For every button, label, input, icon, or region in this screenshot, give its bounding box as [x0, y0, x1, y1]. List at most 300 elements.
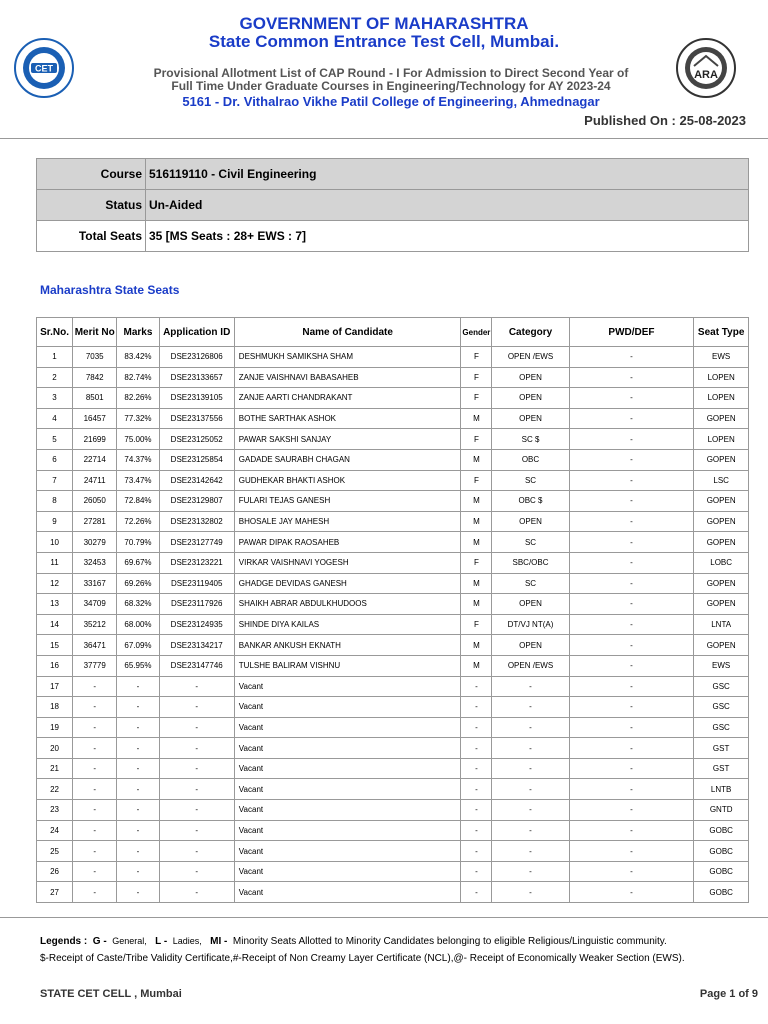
cell-merit-no: -: [73, 717, 117, 738]
cell-merit-no: 7842: [73, 367, 117, 388]
cell-application-id: DSE23129807: [159, 491, 234, 512]
cell-merit-no: 33167: [73, 573, 117, 594]
cell-marks: 74.37%: [117, 449, 159, 470]
cell-category: OPEN: [492, 511, 569, 532]
table-row: [37, 841, 749, 862]
cell-pwd-def: -: [569, 408, 694, 429]
table-row: [37, 882, 749, 903]
table-header-row: [37, 318, 749, 347]
cell-pwd-def: -: [569, 594, 694, 615]
cell-pwd-def: -: [569, 676, 694, 697]
cell-pwd-def: -: [569, 449, 694, 470]
cell-pwd-def: -: [569, 347, 694, 368]
total-seats-value: 35 [MS Seats : 28+ EWS : 7]: [146, 221, 749, 252]
legend-label: Legends :: [40, 936, 88, 947]
table-row: [37, 573, 749, 594]
cell-candidate-name: GUDHEKAR BHAKTI ASHOK: [234, 470, 461, 491]
cell-sr-no: 19: [37, 717, 73, 738]
cell-marks: 65.95%: [117, 655, 159, 676]
cell-merit-no: -: [73, 779, 117, 800]
cell-sr-no: 14: [37, 614, 73, 635]
cell-application-id: DSE23132802: [159, 511, 234, 532]
cell-seat-type: GOPEN: [694, 491, 749, 512]
cell-seat-type: LOPEN: [694, 388, 749, 409]
cell-seat-type: GOPEN: [694, 511, 749, 532]
cell-category: -: [492, 820, 569, 841]
cell-sr-no: 1: [37, 347, 73, 368]
table-row: [37, 717, 749, 738]
cell-candidate-name: VIRKAR VAISHNAVI YOGESH: [234, 552, 461, 573]
college-name: 5161 - Dr. Vithalrao Vikhe Patil College of Engineering, Ahmednagar: [182, 94, 600, 109]
cell-candidate-name: Vacant: [234, 841, 461, 862]
cell-merit-no: 36471: [73, 635, 117, 656]
government-title: GOVERNMENT OF MAHARASHTRA: [239, 14, 529, 33]
cell-sr-no: 15: [37, 635, 73, 656]
legend-mi-value: Minority Seats Allotted to Minority Candidates belonging to eligible Religious/Linguistic community.: [232, 936, 667, 947]
cell-seat-type: GOBC: [694, 861, 749, 882]
cell-sr-no: 23: [37, 800, 73, 821]
cell-seat-type: LOPEN: [694, 367, 749, 388]
cell-application-id: DSE23125854: [159, 449, 234, 470]
cell-pwd-def: -: [569, 655, 694, 676]
cell-pwd-def: -: [569, 552, 694, 573]
cell-sr-no: 5: [37, 429, 73, 450]
cell-marks: 68.32%: [117, 594, 159, 615]
cell-marks: 69.67%: [117, 552, 159, 573]
cell-pwd-def: -: [569, 573, 694, 594]
cell-merit-no: 16457: [73, 408, 117, 429]
cell-category: -: [492, 882, 569, 903]
cell-sr-no: 8: [37, 491, 73, 512]
cell-application-id: DSE23127749: [159, 532, 234, 553]
cell-candidate-name: SHINDE DIYA KAILAS: [234, 614, 461, 635]
table-row: [37, 429, 749, 450]
footer-issuer: STATE CET CELL , Mumbai: [40, 988, 182, 1000]
cell-gender: F: [461, 367, 492, 388]
table-row: [37, 491, 749, 512]
section-title: Maharashtra State Seats: [40, 283, 180, 297]
cell-gender: -: [461, 717, 492, 738]
cell-seat-type: GOBC: [694, 882, 749, 903]
cell-application-id: DSE23139105: [159, 388, 234, 409]
cell-seat-type: GST: [694, 758, 749, 779]
cell-category: OPEN /EWS: [492, 347, 569, 368]
table-row: [37, 594, 749, 615]
table-row: [37, 449, 749, 470]
cell-seat-type: LOBC: [694, 552, 749, 573]
cell-sr-no: 3: [37, 388, 73, 409]
cell-gender: -: [461, 779, 492, 800]
cell-application-id: DSE23123221: [159, 552, 234, 573]
cell-category: OPEN: [492, 388, 569, 409]
cell-pwd-def: -: [569, 738, 694, 759]
legend-g-key: G -: [92, 936, 107, 947]
table-row: [37, 388, 749, 409]
cell-marks: -: [117, 861, 159, 882]
cell-marks: -: [117, 676, 159, 697]
cell-gender: F: [461, 470, 492, 491]
cell-seat-type: LNTA: [694, 614, 749, 635]
cell-candidate-name: ZANJE VAISHNAVI BABASAHEB: [234, 367, 461, 388]
cell-pwd-def: -: [569, 532, 694, 553]
cell-seat-type: LSC: [694, 470, 749, 491]
cell-marks: 70.79%: [117, 532, 159, 553]
cell-marks: -: [117, 717, 159, 738]
cell-category: -: [492, 697, 569, 718]
cell-gender: -: [461, 758, 492, 779]
cell-application-id: -: [159, 676, 234, 697]
cell-sr-no: 22: [37, 779, 73, 800]
cell-gender: M: [461, 408, 492, 429]
table-row: [37, 800, 749, 821]
cell-sr-no: 17: [37, 676, 73, 697]
allotment-table: [36, 317, 749, 903]
cell-sr-no: 20: [37, 738, 73, 759]
cell-sr-no: 9: [37, 511, 73, 532]
cell-merit-no: 26050: [73, 491, 117, 512]
cell-gender: -: [461, 882, 492, 903]
cell-seat-type: GOPEN: [694, 573, 749, 594]
cell-gender: M: [461, 635, 492, 656]
table-row: [37, 470, 749, 491]
course-value: 516119110 - Civil Engineering: [146, 159, 749, 190]
cell-gender: M: [461, 594, 492, 615]
cell-sr-no: 27: [37, 882, 73, 903]
cell-seat-type: GOPEN: [694, 635, 749, 656]
cell-merit-no: -: [73, 738, 117, 759]
cell-marks: 83.42%: [117, 347, 159, 368]
cell-seat-type: GOBC: [694, 841, 749, 862]
cell-gender: -: [461, 841, 492, 862]
cell-marks: 72.84%: [117, 491, 159, 512]
cell-marks: 82.26%: [117, 388, 159, 409]
cell-pwd-def: -: [569, 491, 694, 512]
cell-candidate-name: Vacant: [234, 697, 461, 718]
cell-category: -: [492, 861, 569, 882]
cell-pwd-def: -: [569, 511, 694, 532]
cell-pwd-def: -: [569, 388, 694, 409]
cell-application-id: DSE23124935: [159, 614, 234, 635]
cell-category: -: [492, 779, 569, 800]
cell-category: -: [492, 717, 569, 738]
cell-merit-no: -: [73, 758, 117, 779]
cell-marks: 67.09%: [117, 635, 159, 656]
cell-marks: 68.00%: [117, 614, 159, 635]
cell-gender: F: [461, 552, 492, 573]
cell-gender: F: [461, 347, 492, 368]
table-row: [37, 408, 749, 429]
cell-marks: 69.26%: [117, 573, 159, 594]
cell-gender: -: [461, 697, 492, 718]
cell-merit-no: -: [73, 882, 117, 903]
header-application-id: Application ID: [159, 318, 234, 347]
cell-category: SC: [492, 532, 569, 553]
legend-line-2: $-Receipt of Caste/Tribe Validity Certificate,#-Receipt of Non Creamy Layer Certificate (NCL),@- Receipt of Economically Weaker Section (EWS).: [40, 953, 685, 964]
header-pwd-def: PWD/DEF: [569, 318, 694, 347]
cell-gender: M: [461, 532, 492, 553]
cell-candidate-name: Vacant: [234, 882, 461, 903]
cell-merit-no: 34709: [73, 594, 117, 615]
cell-sr-no: 21: [37, 758, 73, 779]
cell-candidate-name: ZANJE AARTI CHANDRAKANT: [234, 388, 461, 409]
table-row: [37, 738, 749, 759]
cell-pwd-def: -: [569, 717, 694, 738]
footer-divider: [0, 917, 768, 918]
cell-pwd-def: -: [569, 841, 694, 862]
cell-candidate-name: BANKAR ANKUSH EKNATH: [234, 635, 461, 656]
cell-gender: -: [461, 800, 492, 821]
cell-category: -: [492, 738, 569, 759]
cell-seat-type: GOBC: [694, 820, 749, 841]
cell-gender: M: [461, 449, 492, 470]
cell-gender: M: [461, 491, 492, 512]
cell-candidate-name: BHOSALE JAY MAHESH: [234, 511, 461, 532]
cell-merit-no: 22714: [73, 449, 117, 470]
legend-line-1: [40, 936, 667, 947]
cell-gender: F: [461, 388, 492, 409]
table-row: [37, 697, 749, 718]
cell-category: DT/VJ NT(A): [492, 614, 569, 635]
published-date: Published On : 25-08-2023: [584, 113, 746, 128]
cell-pwd-def: -: [569, 697, 694, 718]
cell-merit-no: -: [73, 841, 117, 862]
cell-application-id: -: [159, 758, 234, 779]
cell-application-id: -: [159, 861, 234, 882]
cell-application-id: DSE23142642: [159, 470, 234, 491]
cell-sr-no: 24: [37, 820, 73, 841]
cell-pwd-def: -: [569, 820, 694, 841]
cell-seat-type: GNTD: [694, 800, 749, 821]
total-seats-row: [37, 221, 749, 252]
cell-sr-no: 6: [37, 449, 73, 470]
cell-marks: 77.32%: [117, 408, 159, 429]
cell-merit-no: 32453: [73, 552, 117, 573]
cell-merit-no: -: [73, 861, 117, 882]
cell-gender: F: [461, 614, 492, 635]
table-row: [37, 655, 749, 676]
table-row: [37, 676, 749, 697]
cell-merit-no: -: [73, 820, 117, 841]
cell-seat-type: GSC: [694, 717, 749, 738]
table-row: [37, 635, 749, 656]
cell-seat-type: GOPEN: [694, 408, 749, 429]
cell-merit-no: 30279: [73, 532, 117, 553]
cell-pwd-def: -: [569, 800, 694, 821]
cell-marks: -: [117, 882, 159, 903]
cell-marks: -: [117, 800, 159, 821]
cell-candidate-name: GADADE SAURABH CHAGAN: [234, 449, 461, 470]
cell-seat-type: LOPEN: [694, 429, 749, 450]
cell-candidate-name: Vacant: [234, 800, 461, 821]
cell-sr-no: 2: [37, 367, 73, 388]
table-row: [37, 614, 749, 635]
cell-merit-no: 37779: [73, 655, 117, 676]
course-info-table: [36, 158, 749, 252]
cell-gender: -: [461, 820, 492, 841]
cell-seat-type: EWS: [694, 655, 749, 676]
legend-l-value: Ladies,: [172, 936, 202, 946]
cell-pwd-def: -: [569, 635, 694, 656]
cell-category: -: [492, 758, 569, 779]
header-sr-no: Sr.No.: [37, 318, 73, 347]
cell-application-id: -: [159, 717, 234, 738]
cell-marks: 82.74%: [117, 367, 159, 388]
cell-gender: -: [461, 738, 492, 759]
cell-sr-no: 12: [37, 573, 73, 594]
cell-pwd-def: -: [569, 614, 694, 635]
cell-application-id: -: [159, 800, 234, 821]
cell-seat-type: GOPEN: [694, 594, 749, 615]
cell-pwd-def: -: [569, 779, 694, 800]
cell-application-id: DSE23133657: [159, 367, 234, 388]
allotment-table-body: [37, 347, 749, 903]
cell-merit-no: 35212: [73, 614, 117, 635]
cell-category: OBC: [492, 449, 569, 470]
total-seats-label: Total Seats: [37, 221, 146, 252]
header-marks: Marks: [117, 318, 159, 347]
course-label: Course: [37, 159, 146, 190]
cell-application-id: -: [159, 779, 234, 800]
cell-sr-no: 25: [37, 841, 73, 862]
cet-cell-title: State Common Entrance Test Cell, Mumbai.: [208, 32, 560, 51]
table-row: [37, 779, 749, 800]
status-row: [37, 190, 749, 221]
cell-candidate-name: FULARI TEJAS GANESH: [234, 491, 461, 512]
cell-category: SC: [492, 470, 569, 491]
cell-candidate-name: SHAIKH ABRAR ABDULKHUDOOS: [234, 594, 461, 615]
cell-sr-no: 11: [37, 552, 73, 573]
cell-application-id: DSE23119405: [159, 573, 234, 594]
cell-category: OPEN: [492, 408, 569, 429]
cell-pwd-def: -: [569, 861, 694, 882]
cell-candidate-name: Vacant: [234, 758, 461, 779]
cell-sr-no: 26: [37, 861, 73, 882]
cell-application-id: -: [159, 820, 234, 841]
cell-application-id: DSE23117926: [159, 594, 234, 615]
cell-candidate-name: Vacant: [234, 861, 461, 882]
legend-g-value: General,: [112, 936, 147, 946]
cell-candidate-name: Vacant: [234, 738, 461, 759]
cell-category: -: [492, 676, 569, 697]
header-candidate-name: Name of Candidate: [234, 318, 461, 347]
cell-marks: 75.00%: [117, 429, 159, 450]
table-row: [37, 861, 749, 882]
course-row: [37, 159, 749, 190]
cell-sr-no: 4: [37, 408, 73, 429]
legend-mi-key: MI -: [210, 936, 228, 947]
cell-sr-no: 16: [37, 655, 73, 676]
allotment-subtitle-line2: Full Time Under Graduate Courses in Engineering/Technology for AY 2023-24: [171, 79, 611, 93]
header-divider: [0, 138, 768, 139]
cell-seat-type: GSC: [694, 676, 749, 697]
cell-seat-type: EWS: [694, 347, 749, 368]
table-row: [37, 367, 749, 388]
cell-marks: 73.47%: [117, 470, 159, 491]
cell-sr-no: 13: [37, 594, 73, 615]
cell-merit-no: -: [73, 800, 117, 821]
cell-gender: -: [461, 861, 492, 882]
table-row: [37, 820, 749, 841]
cell-merit-no: 27281: [73, 511, 117, 532]
cell-marks: -: [117, 820, 159, 841]
cell-pwd-def: -: [569, 429, 694, 450]
legend-l-key: L -: [155, 936, 168, 947]
cell-application-id: -: [159, 882, 234, 903]
cell-category: -: [492, 800, 569, 821]
header-seat-type: Seat Type: [694, 318, 749, 347]
cell-candidate-name: Vacant: [234, 820, 461, 841]
cell-candidate-name: GHADGE DEVIDAS GANESH: [234, 573, 461, 594]
cell-category: OPEN: [492, 594, 569, 615]
cell-category: SBC/OBC: [492, 552, 569, 573]
cell-marks: 72.26%: [117, 511, 159, 532]
cell-gender: -: [461, 676, 492, 697]
cell-category: SC $: [492, 429, 569, 450]
cell-gender: M: [461, 511, 492, 532]
cell-marks: -: [117, 841, 159, 862]
cell-gender: M: [461, 573, 492, 594]
cell-candidate-name: TULSHE BALIRAM VISHNU: [234, 655, 461, 676]
svg-text:ARA: ARA: [694, 69, 718, 81]
table-row: [37, 552, 749, 573]
page-number: Page 1 of 9: [699, 988, 758, 1000]
cell-merit-no: 24711: [73, 470, 117, 491]
header-category: Category: [492, 318, 569, 347]
cell-sr-no: 18: [37, 697, 73, 718]
cell-merit-no: 21699: [73, 429, 117, 450]
cell-application-id: DSE23147746: [159, 655, 234, 676]
status-value: Un-Aided: [146, 190, 749, 221]
cell-merit-no: 8501: [73, 388, 117, 409]
cell-marks: -: [117, 779, 159, 800]
cell-gender: F: [461, 429, 492, 450]
cell-marks: -: [117, 697, 159, 718]
cell-category: SC: [492, 573, 569, 594]
cell-merit-no: -: [73, 676, 117, 697]
cell-category: OPEN: [492, 635, 569, 656]
cell-seat-type: GOPEN: [694, 532, 749, 553]
cell-sr-no: 7: [37, 470, 73, 491]
cell-candidate-name: Vacant: [234, 717, 461, 738]
cell-application-id: -: [159, 697, 234, 718]
cell-sr-no: 10: [37, 532, 73, 553]
cell-application-id: DSE23134217: [159, 635, 234, 656]
cell-candidate-name: DESHMUKH SAMIKSHA SHAM: [234, 347, 461, 368]
cell-gender: M: [461, 655, 492, 676]
table-row: [37, 532, 749, 553]
table-row: [37, 511, 749, 532]
cell-pwd-def: -: [569, 758, 694, 779]
cell-candidate-name: PAWAR DIPAK RAOSAHEB: [234, 532, 461, 553]
allotment-subtitle-line1: Provisional Allotment List of CAP Round - I For Admission to Direct Second Year of: [153, 66, 629, 80]
cell-application-id: DSE23137556: [159, 408, 234, 429]
cell-seat-type: GSC: [694, 697, 749, 718]
cell-category: OBC $: [492, 491, 569, 512]
cell-category: -: [492, 841, 569, 862]
cell-merit-no: 7035: [73, 347, 117, 368]
cell-pwd-def: -: [569, 470, 694, 491]
cell-category: OPEN /EWS: [492, 655, 569, 676]
header-merit-no: Merit No: [73, 318, 117, 347]
svg-text:CET: CET: [35, 63, 53, 74]
cell-application-id: DSE23125052: [159, 429, 234, 450]
table-row: [37, 758, 749, 779]
status-label: Status: [37, 190, 146, 221]
cell-category: OPEN: [492, 367, 569, 388]
cell-pwd-def: -: [569, 367, 694, 388]
cell-seat-type: GST: [694, 738, 749, 759]
cell-seat-type: LNTB: [694, 779, 749, 800]
